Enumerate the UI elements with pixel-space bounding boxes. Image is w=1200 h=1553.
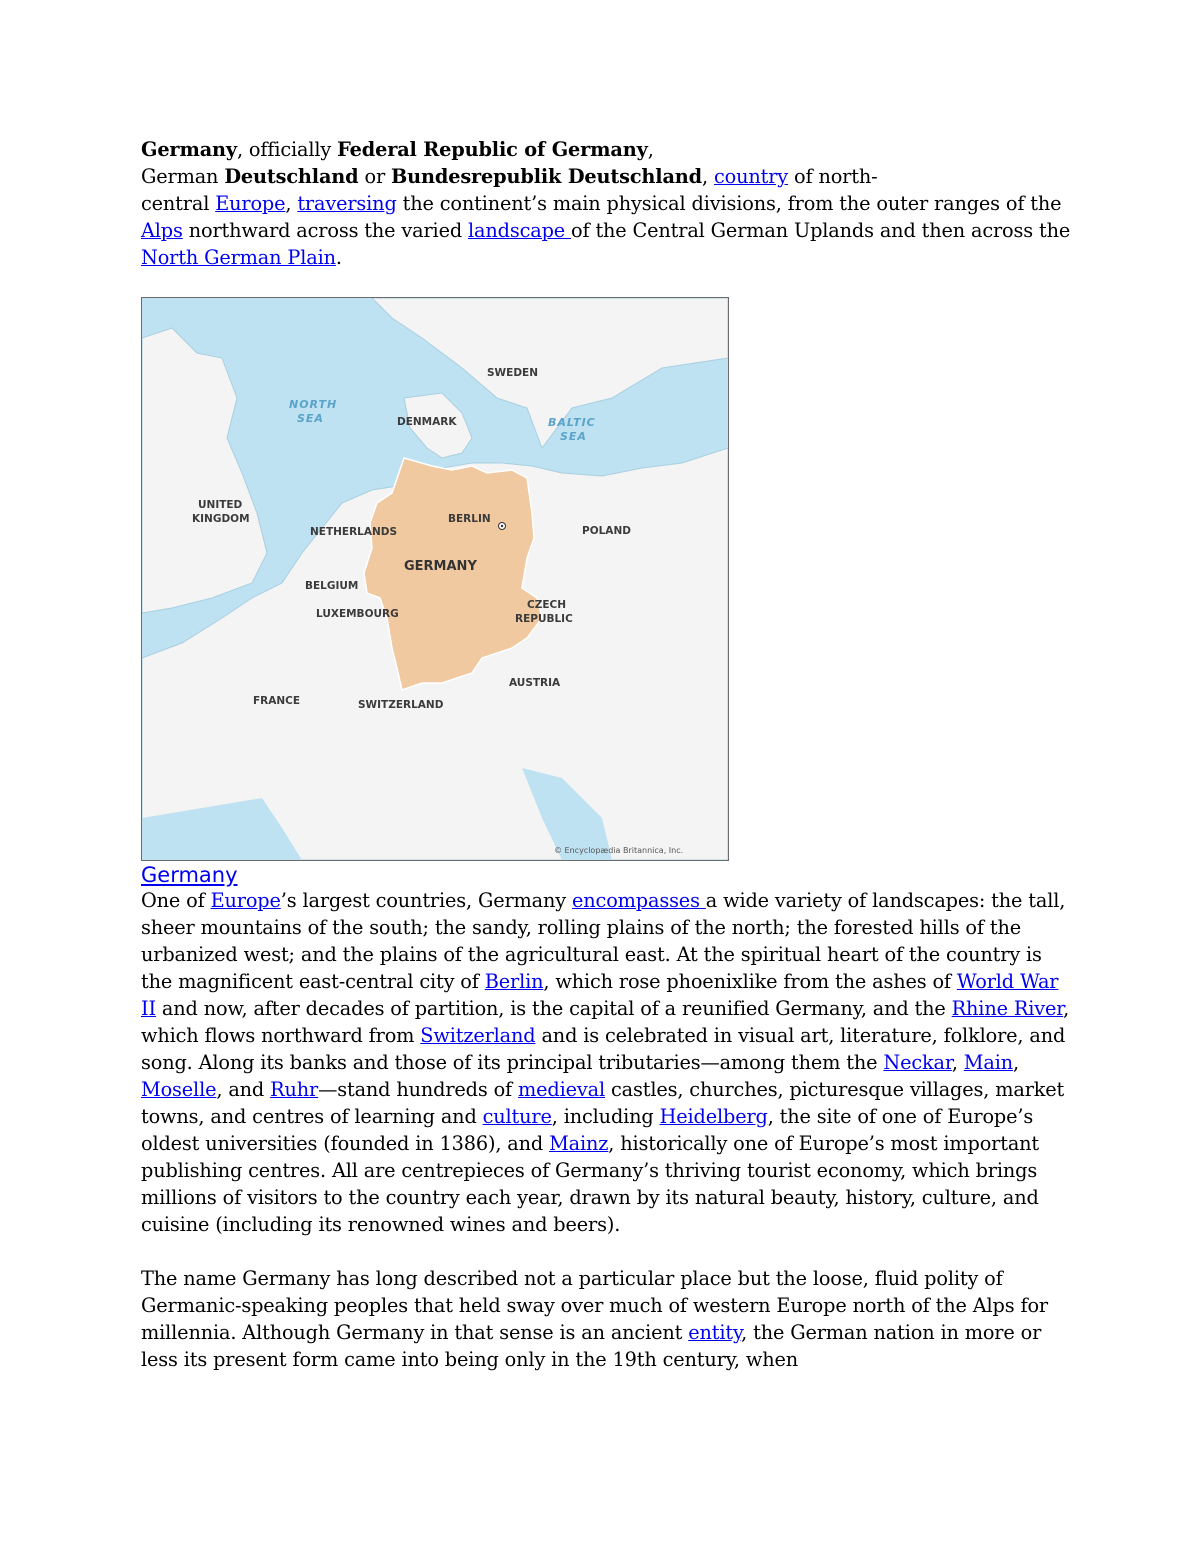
label-baltic-2: SEA bbox=[560, 430, 587, 443]
text: , which rose phoenixlike from the ashes of bbox=[543, 970, 957, 993]
link-switzerland[interactable]: Switzerland bbox=[420, 1024, 536, 1047]
label-germany: GERMANY bbox=[404, 559, 477, 574]
label-netherlands: NETHERLANDS bbox=[310, 526, 398, 538]
link-culture[interactable]: culture bbox=[482, 1105, 552, 1128]
link-europe-2[interactable]: Europe bbox=[210, 889, 281, 912]
text: central bbox=[141, 192, 216, 215]
link-main[interactable]: Main bbox=[963, 1051, 1014, 1074]
label-belgium: BELGIUM bbox=[305, 580, 359, 592]
map-credit: © Encyclopædia Britannica, Inc. bbox=[554, 846, 684, 855]
text: One of bbox=[141, 889, 211, 912]
berlin-marker-dot bbox=[501, 525, 503, 527]
link-world-war-ii[interactable]: World War II bbox=[141, 970, 1059, 1020]
link-country[interactable]: country bbox=[713, 165, 789, 188]
body-paragraph-1 bbox=[141, 887, 1071, 1238]
text: a wide variety of landscapes: the tall, sheer mountains of the south; the sandy, rolling plains of the north; the forested hills of the urbanized west; and the plains of the agricultural east. At the spiritual heart of the country is the magnificent east-central city of bbox=[141, 889, 1066, 993]
text: , the German nation in more or less its present form came into being only in the 19th century, when bbox=[141, 1321, 1042, 1371]
term-germany: Germany bbox=[141, 138, 237, 161]
term-official-name: Federal Republic of Germany bbox=[337, 138, 648, 161]
link-rhine-river[interactable]: Rhine River bbox=[951, 997, 1064, 1020]
link-encompasses[interactable]: encompasses bbox=[572, 889, 706, 912]
label-uk-1: UNITED bbox=[198, 499, 243, 511]
label-czech-1: CZECH bbox=[527, 599, 566, 611]
text: , officially bbox=[236, 138, 338, 161]
link-medieval[interactable]: medieval bbox=[518, 1078, 605, 1101]
link-moselle[interactable]: Moselle bbox=[141, 1078, 217, 1101]
body-paragraph-2 bbox=[141, 1265, 1071, 1373]
link-neckar[interactable]: Neckar bbox=[883, 1051, 952, 1074]
link-traversing[interactable]: traversing bbox=[297, 192, 397, 215]
text: of the Central German Uplands and then across the bbox=[571, 219, 1071, 242]
label-france: FRANCE bbox=[253, 695, 301, 707]
link-europe[interactable]: Europe bbox=[215, 192, 286, 215]
label-czech-2: REPUBLIC bbox=[515, 613, 573, 625]
map-caption-link[interactable]: Germany bbox=[141, 863, 238, 887]
text: and now, after decades of partition, is the capital of a reunified Germany, and the bbox=[155, 997, 952, 1020]
term-bundesrepublik: Bundesrepublik Deutschland bbox=[391, 165, 703, 188]
text: , bbox=[951, 1051, 964, 1074]
label-berlin: BERLIN bbox=[448, 513, 491, 525]
text: . bbox=[335, 246, 342, 269]
text: , historically one of Europe’s most important publishing centres. All are centrepieces of Germany’s thriving tourist economy, which brings millions of visitors to the country each year, drawn by its natural beauty, history, culture, and cuisine (including its renowned wines and beers). bbox=[141, 1132, 1040, 1236]
text: northward across the varied bbox=[182, 219, 469, 242]
link-berlin[interactable]: Berlin bbox=[484, 970, 544, 993]
text: , bbox=[702, 165, 714, 188]
text: castles, churches, picturesque villages, market towns, and centres of learning and bbox=[141, 1078, 1065, 1128]
link-alps[interactable]: Alps bbox=[141, 219, 183, 242]
text: , including bbox=[551, 1105, 660, 1128]
text: , and bbox=[216, 1078, 271, 1101]
label-austria: AUSTRIA bbox=[509, 677, 561, 689]
text: , the site of one of Europe’s oldest universities (founded in 1386), and bbox=[141, 1105, 1034, 1155]
label-baltic-1: BALTIC bbox=[548, 416, 596, 429]
label-switzerland: SWITZERLAND bbox=[358, 699, 444, 711]
text: , bbox=[285, 192, 298, 215]
text: The name Germany has long described not a particular place but the loose, fluid polity of Germanic-speaking peoples that held sway over much of western Europe north of the Alps for millennia. Although Germany in that sense is an ancient bbox=[141, 1267, 1048, 1344]
text: of north- bbox=[788, 165, 878, 188]
text: ’s largest countries, Germany bbox=[280, 889, 573, 912]
link-mainz[interactable]: Mainz bbox=[549, 1132, 609, 1155]
label-luxembourg: LUXEMBOURG bbox=[316, 608, 399, 620]
text: or bbox=[358, 165, 391, 188]
label-uk-2: KINGDOM bbox=[192, 513, 250, 525]
link-north-german-plain[interactable]: North German Plain bbox=[141, 246, 336, 269]
term-deutschland: Deutschland bbox=[224, 165, 359, 188]
text: —stand hundreds of bbox=[318, 1078, 519, 1101]
label-sweden: SWEDEN bbox=[487, 367, 538, 379]
label-poland: POLAND bbox=[582, 525, 631, 537]
link-landscape[interactable]: landscape bbox=[468, 219, 572, 242]
text: , bbox=[1013, 1051, 1019, 1074]
link-ruhr[interactable]: Ruhr bbox=[270, 1078, 319, 1101]
document-page bbox=[141, 136, 1071, 1373]
label-north-sea-2: SEA bbox=[297, 412, 324, 425]
link-heidelberg[interactable]: Heidelberg bbox=[659, 1105, 768, 1128]
germany-map bbox=[141, 297, 729, 861]
text: German bbox=[141, 165, 225, 188]
text: , bbox=[647, 138, 654, 161]
label-denmark: DENMARK bbox=[397, 416, 457, 428]
text: and is celebrated in visual art, literature, folklore, and song. Along its banks and those of its principal tributaries—among them the bbox=[141, 1024, 1066, 1074]
text: , which flows northward from bbox=[141, 997, 1070, 1047]
label-north-sea-1: NORTH bbox=[289, 398, 338, 411]
map-svg bbox=[142, 298, 728, 860]
link-entity[interactable]: entity bbox=[688, 1321, 742, 1344]
text: the continent’s main physical divisions, from the outer ranges of the bbox=[396, 192, 1062, 215]
intro-paragraph bbox=[141, 136, 1071, 271]
